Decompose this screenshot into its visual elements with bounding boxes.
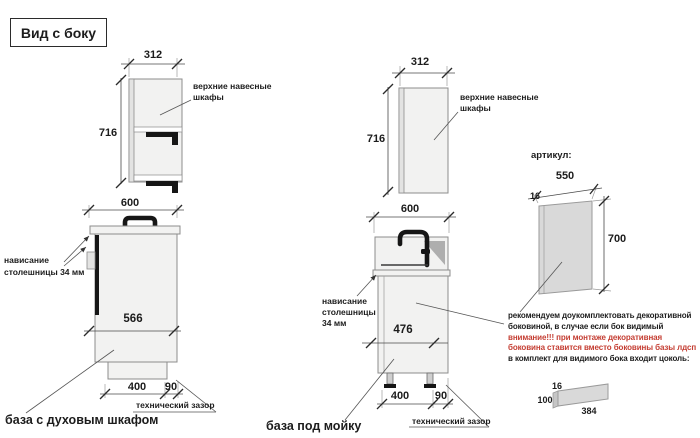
dim-panel-width: 550 <box>555 170 575 182</box>
dim-width-upper-middle: 312 <box>410 56 430 68</box>
dim-gap-left: 90 <box>164 381 178 393</box>
dim-height-upper-left: 716 <box>98 127 118 139</box>
cabinet-body <box>378 276 448 373</box>
adjustable-legs-icon <box>384 373 436 388</box>
label-name-middle: база под мойку <box>266 419 362 433</box>
dim-gap-middle: 90 <box>434 390 448 402</box>
top-handle-icon <box>125 218 155 226</box>
label-overhang-middle: нависание столешницы 34 мм <box>322 296 376 328</box>
cabinet-body <box>95 234 177 362</box>
recommendation-note: рекомендуем доукомплектовать декоративной боковиной, в случае если бок видимый внимание!!! при монтаже декоративная боковина ставится вместо боковины базы лдсп в комплект для видимого бока входит цоколь: <box>508 311 697 364</box>
page-title: Вид с боку <box>20 24 97 41</box>
dim-width-upper-left: 312 <box>143 49 163 61</box>
dim-plinth-left: 400 <box>127 381 147 393</box>
countertop <box>373 270 450 276</box>
faucet-lever-icon <box>421 249 430 254</box>
dim-plinth-thickness: 16 <box>551 381 563 391</box>
base-cabinet-oven <box>84 218 181 379</box>
dim-plinth-height: 100 <box>537 395 553 405</box>
oven-handle-icon <box>87 252 95 269</box>
upper-cabinet-middle <box>399 88 448 193</box>
dim-panel-thickness: 16 <box>529 191 541 201</box>
decorative-side-panel <box>520 184 611 312</box>
label-tech-gap-middle: технический зазор <box>412 416 491 426</box>
label-upper-cabinets-middle: верхние навесные шкафы <box>460 92 539 113</box>
dim-width-base-middle: 600 <box>400 203 420 215</box>
dim-inner-base-left: 566 <box>123 313 143 325</box>
label-article: артикул: <box>531 150 572 161</box>
countertop <box>90 226 180 234</box>
plinth <box>108 362 167 379</box>
label-name-left: база с духовым шкафом <box>5 413 159 427</box>
oven-door-edge <box>95 235 99 315</box>
dim-width-base-left: 600 <box>120 197 140 209</box>
dim-height-upper-middle: 716 <box>366 133 386 145</box>
dim-plinth-middle: 400 <box>390 390 410 402</box>
upper-cabinet-left <box>129 79 182 193</box>
label-upper-cabinets-left: верхние навесные шкафы <box>193 81 272 102</box>
dim-inner-base-middle: 476 <box>393 324 413 336</box>
title-box <box>10 18 107 47</box>
label-tech-gap-left: технический зазор <box>136 400 215 410</box>
label-overhang-left: нависание столешницы 34 мм <box>4 255 85 277</box>
dim-panel-height: 700 <box>607 233 627 245</box>
dim-plinth-length: 384 <box>581 406 597 416</box>
